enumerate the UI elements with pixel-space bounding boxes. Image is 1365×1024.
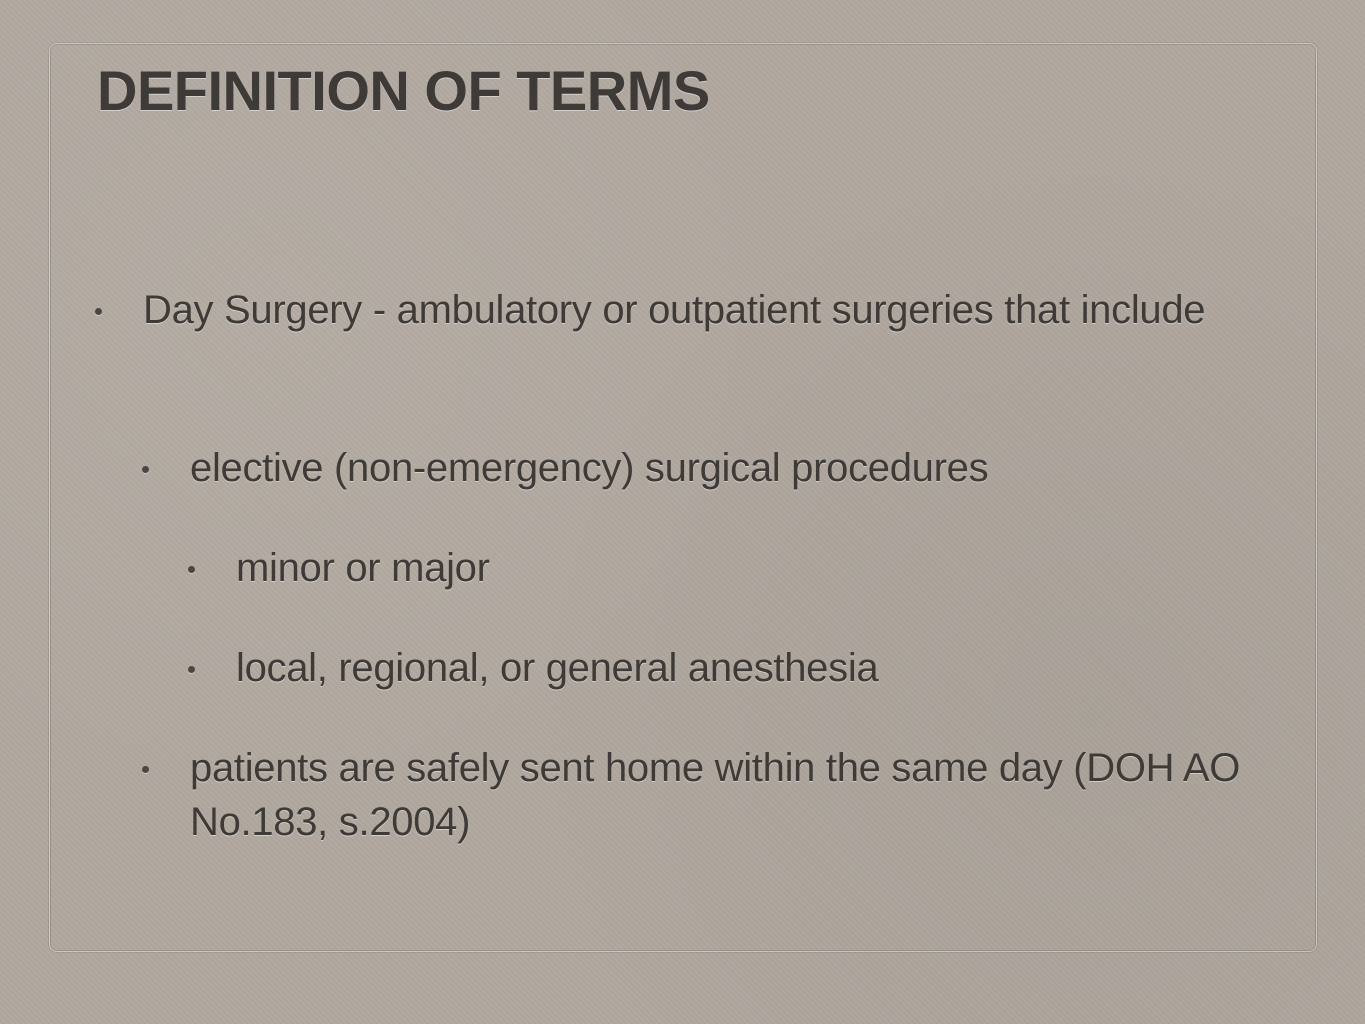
bullet-text: minor or major xyxy=(236,546,490,590)
bullet-dot-icon xyxy=(142,466,149,473)
bullet-text: elective (non-emergency) surgical procedures xyxy=(190,446,989,490)
bullet-text: Day Surgery - ambulatory or outpatient surgeries that include xyxy=(143,288,1206,332)
bullet-dot-icon xyxy=(142,766,149,773)
bullet-same-day-discharge xyxy=(190,741,1280,849)
bullet-minor-or-major xyxy=(236,541,1236,595)
bullet-dot-icon xyxy=(188,566,195,573)
bullet-anesthesia xyxy=(236,641,1236,695)
bullet-text: patients are safely sent home within the same day (DOH AO No.183, s.2004) xyxy=(190,746,1241,844)
bullet-dot-icon xyxy=(95,308,102,315)
bullet-dot-icon xyxy=(188,666,195,673)
slide-title: DEFINITION OF TERMS xyxy=(97,59,710,122)
bullet-day-surgery xyxy=(143,283,1223,337)
bullet-elective-procedures xyxy=(190,441,1240,495)
bullet-text: local, regional, or general anesthesia xyxy=(236,646,879,690)
